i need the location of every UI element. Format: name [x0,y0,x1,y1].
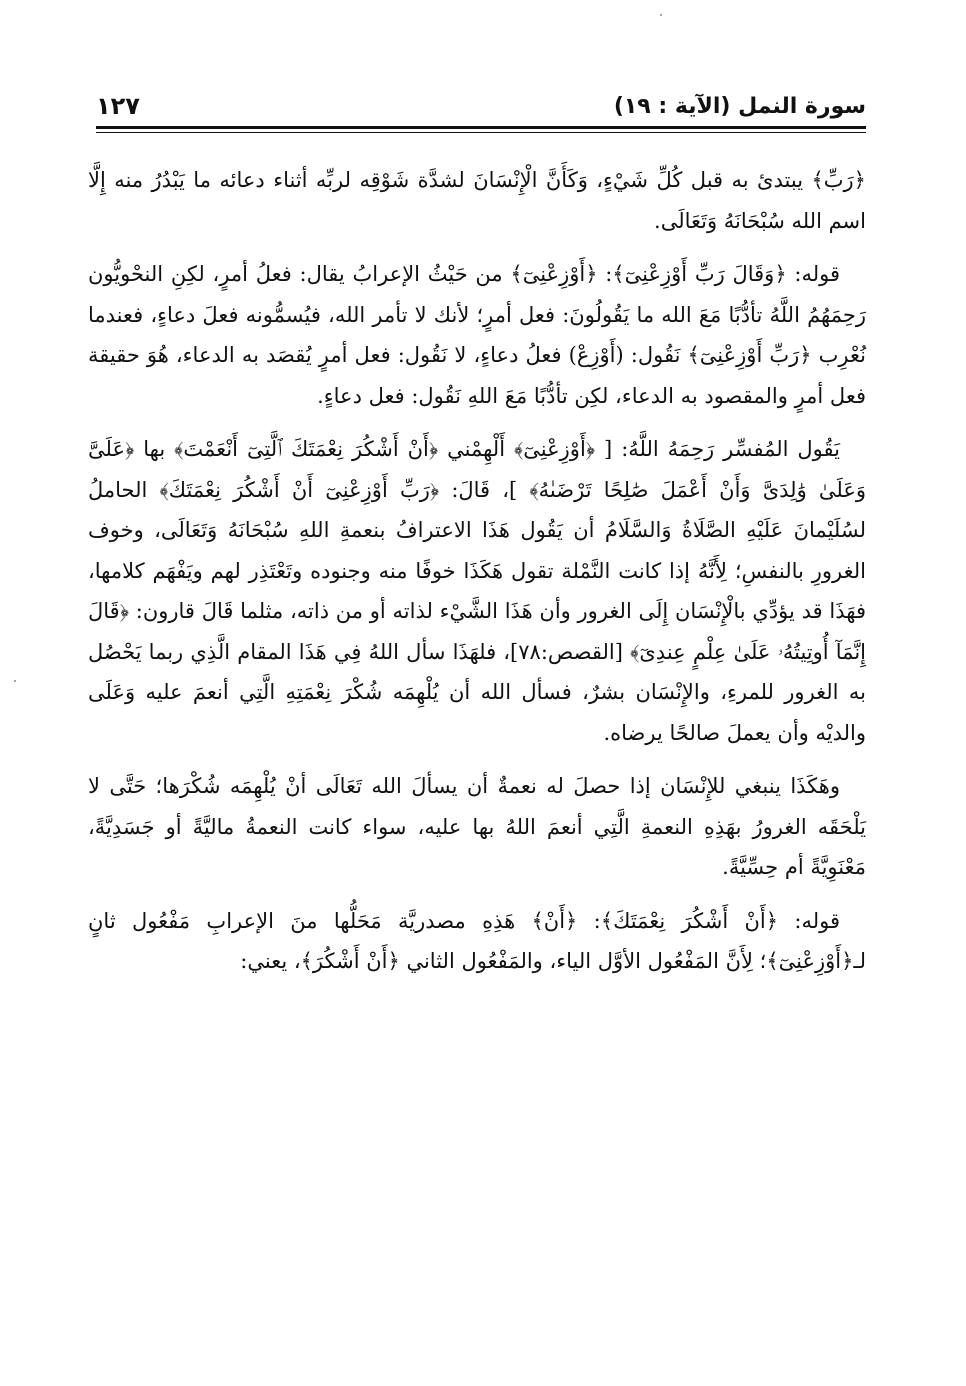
paragraph: قوله: ﴿أَنْ أَشْكُرَ نِعْمَتَكَ﴾: ﴿أَنْ﴾ هَذِهِ مصدريَّة مَحَلُّها منَ الإعرابِ مَفْعُول ثانٍ لـ﴿أَوْزِعْنِىٓ﴾؛ لِأَنَّ المَفْعُول الأوَّل الياء، والمَفْعُول الثاني ﴿أَنْ أَشْكُرَ﴾، يعني: [88,908,866,973]
header-rule-thin [96,132,866,133]
main-text [88,160,866,995]
scan-speck [660,14,662,16]
surah-heading: سورة النمل (الآية : ١٩) [613,94,866,119]
paragraph: يَقُول المُفسِّر رَحِمَهُ اللَّهُ: [ ﴿أَوْزِعْنِىٓ﴾ أَلْهِمْني ﴿أَنْ أَشْكُرَ نِعْمَتَكَ ٱلَّتِىٓ أَنْعَمْتَ﴾ بها ﴿عَلَىَّ وَعَلَىٰ وَٰلِدَىَّ وَأَنْ أَعْمَلَ صَٰلِحًا تَرْضَىٰهُ﴾ ]، قَالَ: ﴿رَبِّ أَوْزِعْنِىٓ أَنْ أَشْكُرَ نِعْمَتَكَ﴾ الحاملُ لسُلَيْمانَ عَلَيْهِ الصَّلَاةُ وَالسَّلَامُ أن يَقُول هَذَا الاعترافُ بنعمةِ اللهِ سُبْحَانَهُ وَتَعَالَى، وخوف الغرورِ بالنفسِ؛ لِأَنَّهُ إذا كانت النَّمْلة تقول هَكَذَا خوفًا منه وجنوده وتَعْتَذِر لهم ويَفْهَم كلامها، فهَذَا قد يؤدِّي بالْإِنْسَان إِلَى الغرور وأن هَذَا الشَّيْء لذاته أو من ذاته، مثلما قَالَ قارون: ﴿قَالَ إِنَّمَآ أُوتِيتُهُۥ عَلَىٰ عِلْمٍ عِندِىٓ﴾ [القصص:٧٨]، فلهَذَا سأل اللهُ فِي هَذَا المقام الَّذِي ربما يَحْصُل به الغرور للمرءِ، والإِنْسَان بشرٌ، فسأل الله أن يُلْهِمَه شُكْرَ نِعْمَتِهِ الَّتِي أنعمَ عليه وَعَلَى والديْه وأن يعملَ صالحًا يرضاه. [88,437,866,745]
scan-speck [14,680,16,682]
paragraph: وهَكَذَا ينبغي للإِنْسَان إذا حصلَ له نعمةٌ أن يسألَ الله تَعَالَى أنْ يُلْهِمَه شُكْرَها؛ حَتَّى لا يَلْحَقَه الغرورُ بهَذِهِ النعمةِ الَّتِي أنعمَ اللهُ بها عليه، سواء كانت النعمةُ ماليَّةً أو جَسَدِيَّةً، مَعْنَوِيَّةً أم حِسِّيَّةً. [88,774,866,879]
paragraph: قوله: ﴿وَقَالَ رَبِّ أَوْزِعْنِىٓ﴾: ﴿أَوْزِعْنِىٓ﴾ من حَيْثُ الإعرابُ يقال: فعلُ أمرٍ، لكِنِ النحْويُّون رَحِمَهُمُ اللَّهُ تأدُّبًا مَعَ الله ما يَقُولُونَ: فعل أمرٍ؛ لأنك لا تأمر الله، فيُسمُّونه فعلَ دعاءٍ، فعندما نُعْرِب ﴿رَبِّ أَوْزِعْنِىٓ﴾ نَقُول: (أَوْزِعْ) فعلُ دعاءٍ، لا نَقُول: فعل أمرٍ يُقصَد به الدعاء، هُوَ حقيقة فعل أمرٍ والمقصود به الدعاء، لكِن تأدُّبًا مَعَ اللهِ نَقُول: فعل دعاءٍ. [88,262,866,408]
running-header [96,92,866,126]
header-rule-thick [96,126,866,129]
page-number: ١٢٧ [96,92,140,120]
paragraph: ﴿رَبِّ﴾ يبتدئ به قبل كُلِّ شَيْءٍ، وَكَأَنَّ الْإِنْسَانَ لشدَّة شَوْقِه لربِّه أثناء دعائه ما يَبْدُرُ منه إِلَّا اسم الله سُبْحَانَهُ وَتَعَالَى. [88,168,866,233]
